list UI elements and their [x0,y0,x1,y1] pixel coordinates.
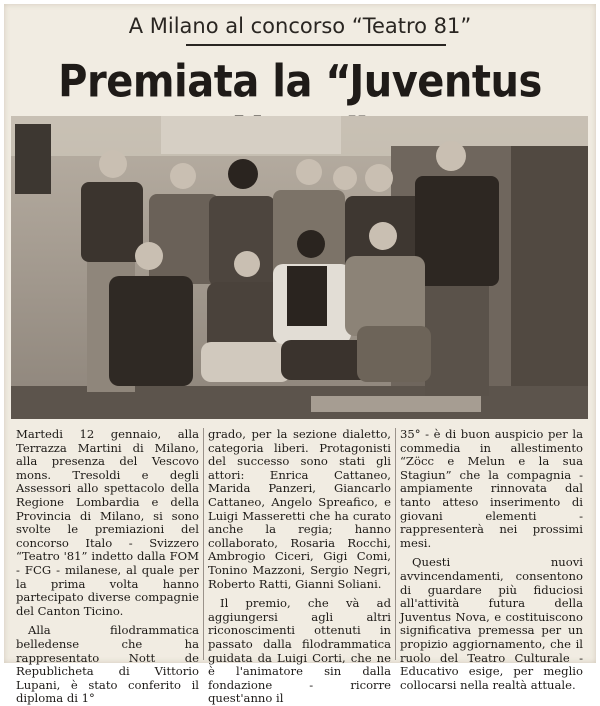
paragraph: Martedi 12 gennaio, alla Terrazza Martini di Milano, alla presenza del Vescovo mons. Tresoldi e degli Assessori allo spettacolo della Regione Lombardia e della Provincia di Milano, si sono svolte le premiazioni del concorso Italo - Svizzero “Teatro '81” indetto dalla FOM - FCG - milanese, al quale per la prima volta hanno partecipato diverse compagnie del Canton Ticino. [16,427,199,618]
paragraph: 35° - è di buon auspicio per la commedia in allestimento “Zöcc e Melun e la sua Stagiun” che la compagnia - ampiamente rinnovata dal tanto atteso inserimento di giovani elementi - rappresenterà nei prossimi mesi. [400,427,583,550]
paragraph: Il premio, che và ad aggiungersi agli altri riconoscimenti ottenuti in passato dalla filodrammatica guidata da Luigi Corti, che ne è l'animatore sin dalla fondazione - ricorre quest'anno il [208,596,391,706]
article-column-2 [208,428,391,706]
article-column-3 [400,428,583,692]
group-photo-illustration [11,116,588,419]
column-divider [395,428,396,660]
paragraph: grado, per la sezione dialetto, categoria liberi. Protagonisti del successo sono stati gli attori: Enrica Cattaneo, Marida Panzeri, Giancarlo Cattaneo, Angelo Spreafico, e Luigi Masseretti che ha curato anche la regia; hanno collaborato, Rosaria Rocchi, Ambrogio Ciceri, Gigi Comi, Tonino Mazzoni, Sergio Negri, Roberto Ratti, Gianni Soliani. [208,427,391,591]
kicker-underline [186,44,446,46]
article-column-1 [16,428,199,706]
column-divider [203,428,204,660]
paragraph: Alla filodrammatica belledense che ha rappresentato Nott de Republicheta di Vittorio Lupani, è stato conferito il diploma di 1° [16,623,199,706]
group-photo [11,116,588,419]
article-kicker: A Milano al concorso “Teatro 81” [128,14,472,38]
paragraph: Questi nuovi avvincendamenti, consentono di guardare più fiduciosi all'attività futura della Juventus Nova, e costituiscono significativa premessa per un propizio aggiornamento, che il ruolo del Teatro Culturale - Educativo esige, per meglio collocarsi nella realtà attuale. [400,555,583,692]
article-headline: Premiata la “Juventus [58,56,542,108]
